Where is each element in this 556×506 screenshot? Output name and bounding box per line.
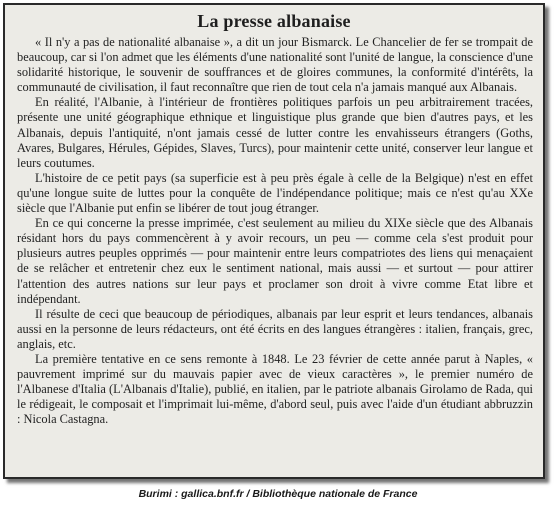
paragraph-bismarck: « Il n'y a pas de nationalité albanaise », a dit un jour Bismarck. Le Chancelier de fer se trompait de beaucoup, car si l'on admet que les éléments d'une nationalité sont l'unité de langue, la conscience d'une solidarité historique, le souvenir de souffrances et de gloires communes, la conformité d'intérêts, la communauté de civilisation, il faut reconnaître que rien de tout cela n'a jamais manqué aux Albanais. xyxy=(17,35,533,95)
article-title: La presse albanaise xyxy=(197,11,351,31)
paragraph-press: En ce qui concerne la presse imprimée, c'est seulement au milieu du XIXe siècle que des Albanais résidant hors du pays commencèrent à y avoir recours, un peu — comme cela s'est produit pour plusieurs autres peuples opprimés — pour maintenir entre leurs compatriotes des liens qui menaçaient de se relâcher et entretenir chez eux le sentiment national, mais aussi — et surtout — pour attirer l'attention des autres nations sur leur pays et proclamer son droit à vivre comme Etat libre et indépendant. xyxy=(17,216,533,306)
paragraph-languages: Il résulte de ceci que beaucoup de périodiques, albanais par leur esprit et leurs tendances, albanais aussi en la personne de leurs rédacteurs, ont été écrits en des langues étrangères : italien, français, grec, anglais, etc. xyxy=(17,306,533,351)
article-body xyxy=(5,35,543,427)
paragraph-unity: En réalité, l'Albanie, à l'intérieur de frontières politiques parfois un peu arbitrairement tracées, présente une unité géographique ethnique et linguistique plus grande que bien d'autres pays, et les Albanais, depuis l'antiquité, n'ont jamais cessé de lutter contre les envahisseurs étrangers (Goths, Avares, Bulgares, Hérules, Gépides, Slaves, Turcs), pour maintenir cette unité, conserver leur langue et leurs coutumes. xyxy=(17,95,533,170)
paragraph-history: L'histoire de ce petit pays (sa superficie est à peu près égale à celle de la Belgique) n'est en effet qu'une longue suite de luttes pour la conquête de l'indépendance politique; mais ce n'est qu'au XXe siècle que l'Albanie put enfin se libérer de tout joug étranger. xyxy=(17,170,533,216)
source-caption: Burimi : gallica.bnf.fr / Bibliothèque nationale de France xyxy=(138,488,418,500)
paragraph-first-attempt: La première tentative en ce sens remonte à 1848. Le 23 février de cette année parut à Naples, « pauvrement imprimé sur du mauvais papier avec de vieux caractères », le premier numéro de l'Albanese d'Italia (L'Albanais d'Italie), publié, en italien, par le patriote albanais Girolamo de Rada, qui le rédigeait, le composait et l'imprimait lui-même, d'abord seul, puis avec l'aide d'un étudiant abbruzzin : Nicola Castagna. xyxy=(17,351,533,427)
article-scan xyxy=(3,3,545,479)
